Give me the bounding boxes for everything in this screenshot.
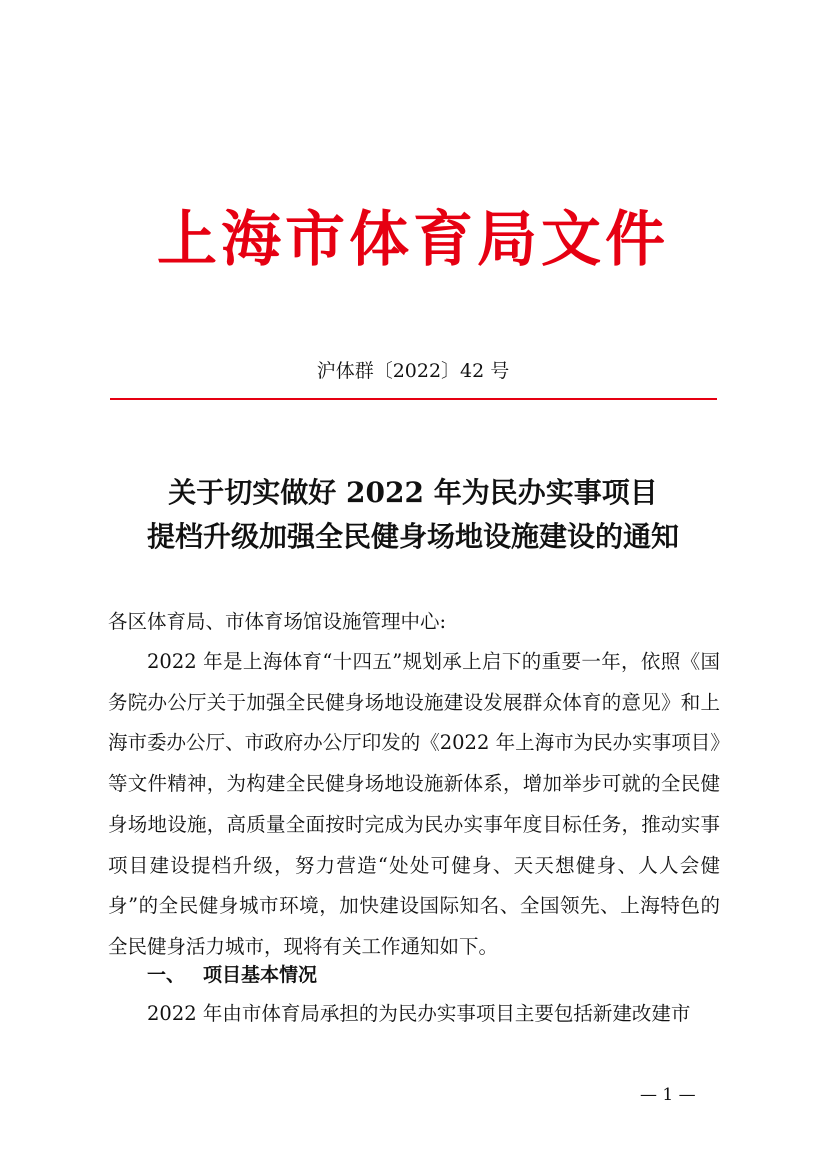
salutation: 各区体育局、市体育场馆设施管理中心:	[108, 610, 447, 633]
document-title-line-2: 提档升级加强全民健身场地设施建设的通知	[146, 520, 679, 553]
page-number: — 1 —	[640, 1085, 696, 1105]
body-paragraph-1: 2022 年是上海体育“十四五”规划承上启下的重要一年，依照《国务院办公厅关于加强全民健身场地设施建设发展群众体育的意见》和上海市委办公厅、市政府办公厅印发的《2022 年上海市为民办实事项目》等文件精神，为构建全民健身场地设施新体系，增加举步可就的全民健身场地设施，高质量全面按时完成为民办实事年度目标任务，推动实事项目建设提档升级，努力营造“处处可健身、天天想健身、人人会健身”的全民健身城市环境，加快建设国际知名、全国领先、上海特色的全民健身活力城市，现将有关工作通知如下。	[108, 650, 720, 958]
section-number: 一、	[147, 964, 186, 986]
section-heading-text: 项目基本情况	[203, 964, 318, 986]
body-paragraph-2: 2022 年由市体育局承担的为民办实事项目主要包括新建改建市	[147, 1002, 691, 1025]
section-heading-1	[147, 955, 317, 995]
masthead-title: 上海市体育局文件	[157, 205, 669, 275]
red-separator-line	[110, 398, 717, 400]
document-title-line-1: 关于切实做好 2022 年为民办实事项目	[168, 476, 658, 509]
document-number: 沪体群〔2022〕42 号	[316, 360, 510, 382]
